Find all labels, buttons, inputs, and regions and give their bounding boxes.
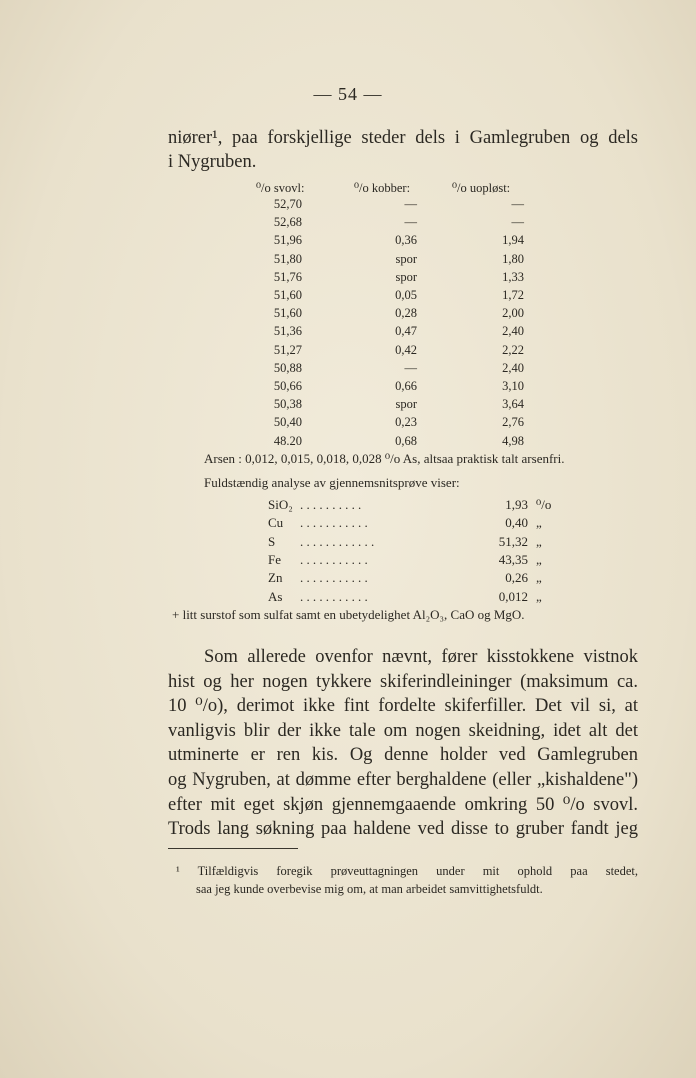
svovl-cell: 50,40 — [273, 415, 302, 430]
analysis-leader-dots: .......... — [300, 497, 365, 512]
table-header-kobber: ⁰/o kobber: — [354, 181, 411, 195]
analysis-unit: „ — [536, 570, 542, 586]
svovl-cell: 50,38 — [273, 397, 302, 412]
uoplost-cell: 1,72 — [502, 288, 524, 302]
kobber-cell: 0,36 — [395, 233, 417, 248]
uoplost-cell: 2,00 — [502, 306, 524, 321]
analysis-leader-dots: ........... — [300, 551, 371, 567]
svovl-cell: 50,66 — [273, 379, 302, 393]
svovl-cell: 52,70 — [273, 197, 302, 211]
uoplost-cell: 2,22 — [502, 342, 524, 357]
kobber-cell: 0,23 — [395, 415, 417, 430]
uoplost-cell: — — [511, 215, 524, 230]
uoplost-cell: 4,98 — [502, 433, 524, 448]
kobber-cell: spor — [395, 397, 417, 412]
footnote-line-2: saa jeg kunde overbevise mig om, at man arbeidet samvittighetsfuldt. — [196, 882, 543, 896]
analysis-value: 1,93 — [505, 497, 528, 512]
paragraph-line: og Nygruben, at dømme efter berghaldene (eller „kishaldene") — [168, 770, 638, 790]
svovl-cell: 52,68 — [273, 215, 302, 230]
analysis-unit: „ — [536, 515, 542, 531]
analysis-unit: „ — [536, 588, 542, 604]
analysis-value: 0,26 — [505, 570, 528, 586]
analysis-value: 43,35 — [498, 551, 528, 567]
svovl-cell: 48.20 — [273, 433, 302, 448]
kobber-cell: 0,68 — [395, 433, 417, 448]
kobber-cell: — — [404, 197, 417, 211]
svovl-cell: 51,80 — [273, 251, 302, 266]
uoplost-cell: 2,40 — [502, 324, 524, 339]
footnote-rule — [168, 848, 298, 849]
analysis-unit: „ — [536, 551, 542, 567]
analysis-unit: „ — [536, 533, 542, 549]
arsen-line: Arsen : 0,012, 0,015, 0,018, 0,028 ⁰/o As, altsaa praktisk talt arsenfri. — [204, 451, 565, 466]
analysis-element: Fe — [268, 551, 281, 567]
kobber-cell: spor — [395, 251, 417, 266]
kobber-cell: 0,66 — [395, 379, 417, 393]
uoplost-cell: 2,76 — [502, 415, 524, 430]
analysis-leader-dots: ........... — [300, 515, 371, 531]
uoplost-cell: 2,40 — [502, 360, 524, 375]
paragraph-line: Som allerede ovenfor nævnt, fører kisstokkene vistnok — [204, 647, 638, 667]
svovl-cell: 51,76 — [273, 269, 302, 284]
kobber-cell: 0,28 — [395, 306, 417, 321]
uoplost-cell: 1,80 — [502, 251, 524, 266]
uoplost-cell: 3,64 — [502, 397, 524, 412]
paragraph-line: vanligvis blir der ikke tale om nogen skeidning, idet alt det — [168, 720, 638, 741]
svovl-cell: 51,60 — [273, 306, 302, 321]
analysis-leader-dots: ........... — [300, 588, 371, 604]
uoplost-cell: 1,33 — [502, 269, 524, 284]
svovl-cell: 51,36 — [273, 324, 302, 339]
svovl-cell: 51,60 — [273, 288, 302, 302]
intro-line-2: i Nygruben. — [168, 152, 257, 172]
kobber-cell: 0,05 — [395, 288, 417, 302]
uoplost-cell: — — [511, 197, 524, 211]
analysis-leader-dots: ............ — [300, 533, 378, 549]
analysis-element: Cu — [268, 515, 284, 531]
paragraph-line: utminerte er ren kis. Og denne holder ved Gamlegruben — [168, 745, 638, 766]
paragraph-line: efter mit eget skjøn gjennemgaaende omkring 50 ⁰/o svovl. — [168, 794, 638, 815]
paragraph-line: 10 ⁰/o), derimot ikke fint fordelte skiferfiller. Det vil si, at — [168, 696, 638, 717]
analysis-note: + litt surstof som sulfat samt en ubetydelighet Al₂O₃, CaO og MgO. — [172, 607, 525, 622]
kobber-cell: spor — [395, 269, 417, 284]
paragraph-line: Trods lang søkning paa haldene ved disse to gruber fandt jeg — [168, 819, 638, 840]
analysis-value: 0,40 — [505, 515, 528, 531]
svovl-cell: 51,27 — [273, 342, 302, 357]
svovl-cell: 51,96 — [273, 233, 302, 248]
analysis-element: As — [268, 588, 283, 604]
table-header-svovl: ⁰/o svovl: — [256, 181, 305, 195]
paragraph-line: hist og her nogen tykkere skiferindleininger (maksimum ca. — [168, 671, 638, 692]
analysis-heading: Fuldstændig analyse av gjennemsnitsprøve viser: — [204, 475, 460, 490]
analysis-element: S — [268, 533, 276, 549]
analysis-element: Zn — [268, 570, 283, 586]
footnote-line-1: ¹ Tilfældigvis foregik prøveuttagningen under mit ophold paa stedet, — [176, 864, 638, 878]
analysis-value: 0,012 — [498, 588, 528, 604]
analysis-value: 51,32 — [498, 533, 528, 549]
table-header-uoplost: ⁰/o uopløst: — [452, 181, 511, 195]
svovl-cell: 50,88 — [273, 360, 302, 375]
analysis-unit: ⁰/o — [536, 497, 552, 512]
page-number: — 54 — — [313, 84, 383, 104]
kobber-cell: — — [404, 360, 417, 375]
analysis-element: SiO₂ — [268, 497, 293, 512]
kobber-cell: 0,47 — [395, 324, 417, 339]
uoplost-cell: 3,10 — [502, 379, 524, 393]
analysis-leader-dots: ........... — [300, 570, 371, 586]
intro-line-1: niører¹, paa forskjellige steder dels i Gamlegruben og dels — [168, 128, 638, 148]
uoplost-cell: 1,94 — [502, 233, 524, 248]
kobber-cell: — — [404, 215, 417, 230]
kobber-cell: 0,42 — [395, 342, 417, 357]
